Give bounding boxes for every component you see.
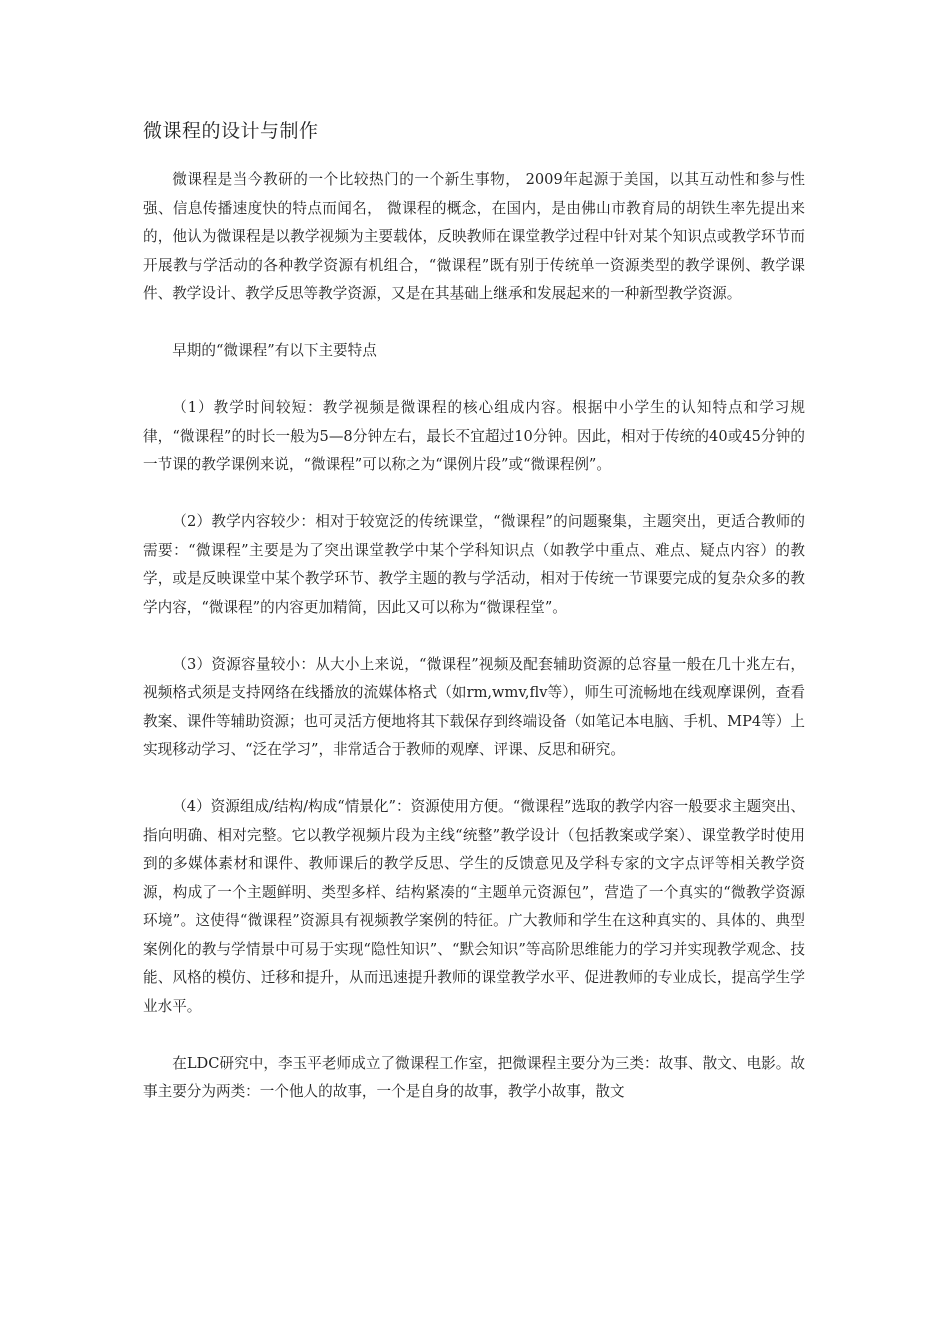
paragraph-features-heading: 早期的“微课程”有以下主要特点 bbox=[172, 342, 377, 359]
paragraph-ldc: 在LDC研究中，李玉平老师成立了微课程工作室，把微课程主要分为三类：故事、散文、电影。故事主要分为两类：一个他人的故事，一个是自身的故事，教学小故事，散文 bbox=[143, 1054, 805, 1100]
document-title: 微课程的设计与制作 bbox=[143, 120, 319, 142]
paragraph-feature-4: （4）资源组成/结构/构成“情景化”：资源使用方便。“微课程”选取的教学内容一般要求主题突出、指向明确、相对完整。它以教学视频片段为主线“统整”教学设计（包括教案或学案）、课堂教学时使用到的多媒体素材和课件、教师课后的教学反思、学生的反馈意见及学科专家的文字点评等相关教学资源，构成了一个主题鲜明、类型多样、结构紧凑的“主题单元资源包”，营造了一个真实的“微教学资源环境”。这使得“微课程”资源具有视频教学案例的特征。广大教师和学生在这种真实的、具体的、典型案例化的教与学情景中可易于实现“隐性知识”、“默会知识”等高阶思维能力的学习并实现教学观念、技能、风格的模仿、迁移和提升，从而迅速提升教师的课堂教学水平、促进教师的专业成长，提高学生学业水平。 bbox=[143, 798, 805, 1015]
paragraph-feature-3: （3）资源容量较小：从大小上来说，“微课程”视频及配套辅助资源的总容量一般在几十兆左右，视频格式须是支持网络在线播放的流媒体格式（如rm,wmv,flv等），师生可流畅地在线观摩课例，查看教案、课件等辅助资源；也可灵活方便地将其下载保存到终端设备（如笔记本电脑、手机、MP4等）上实现移动学习、“泛在学习”，非常适合于教师的观摩、评课、反思和研究。 bbox=[143, 655, 805, 758]
paragraph-intro: 微课程是当今教研的一个比较热门的一个新生事物， 2009年起源于美国，以其互动性和参与性强、信息传播速度快的特点而闻名， 微课程的概念，在国内，是由佛山市教育局的胡铁生率先提出来的，他认为微课程是以教学视频为主要载体，反映教师在课堂教学过程中针对某个知识点或教学环节而开展教与学活动的各种教学资源有机组合，“微课程”既有别于传统单一资源类型的教学课例、教学课件、教学设计、教学反思等教学资源，又是在其基础上继承和发展起来的一种新型教学资源。 bbox=[143, 171, 805, 302]
paragraph-feature-2: （2）教学内容较少：相对于较宽泛的传统课堂，“微课程”的问题聚集，主题突出，更适合教师的需要：“微课程”主要是为了突出课堂教学中某个学科知识点（如教学中重点、难点、疑点内容）的教学，或是反映课堂中某个教学环节、教学主题的教与学活动，相对于传统一节课要完成的复杂众多的教学内容，“微课程”的内容更加精简，因此又可以称为“微课程堂”。 bbox=[143, 513, 805, 616]
document-body bbox=[143, 166, 805, 1135]
paragraph-feature-1: （1）教学时间较短：教学视频是微课程的核心组成内容。根据中小学生的认知特点和学习规律，“微课程”的时长一般为5—8分钟左右，最长不宜超过10分钟。因此，相对于传统的40或45分钟的一节课的教学课例来说，“微课程”可以称之为“课例片段”或“微课程例”。 bbox=[143, 399, 805, 473]
